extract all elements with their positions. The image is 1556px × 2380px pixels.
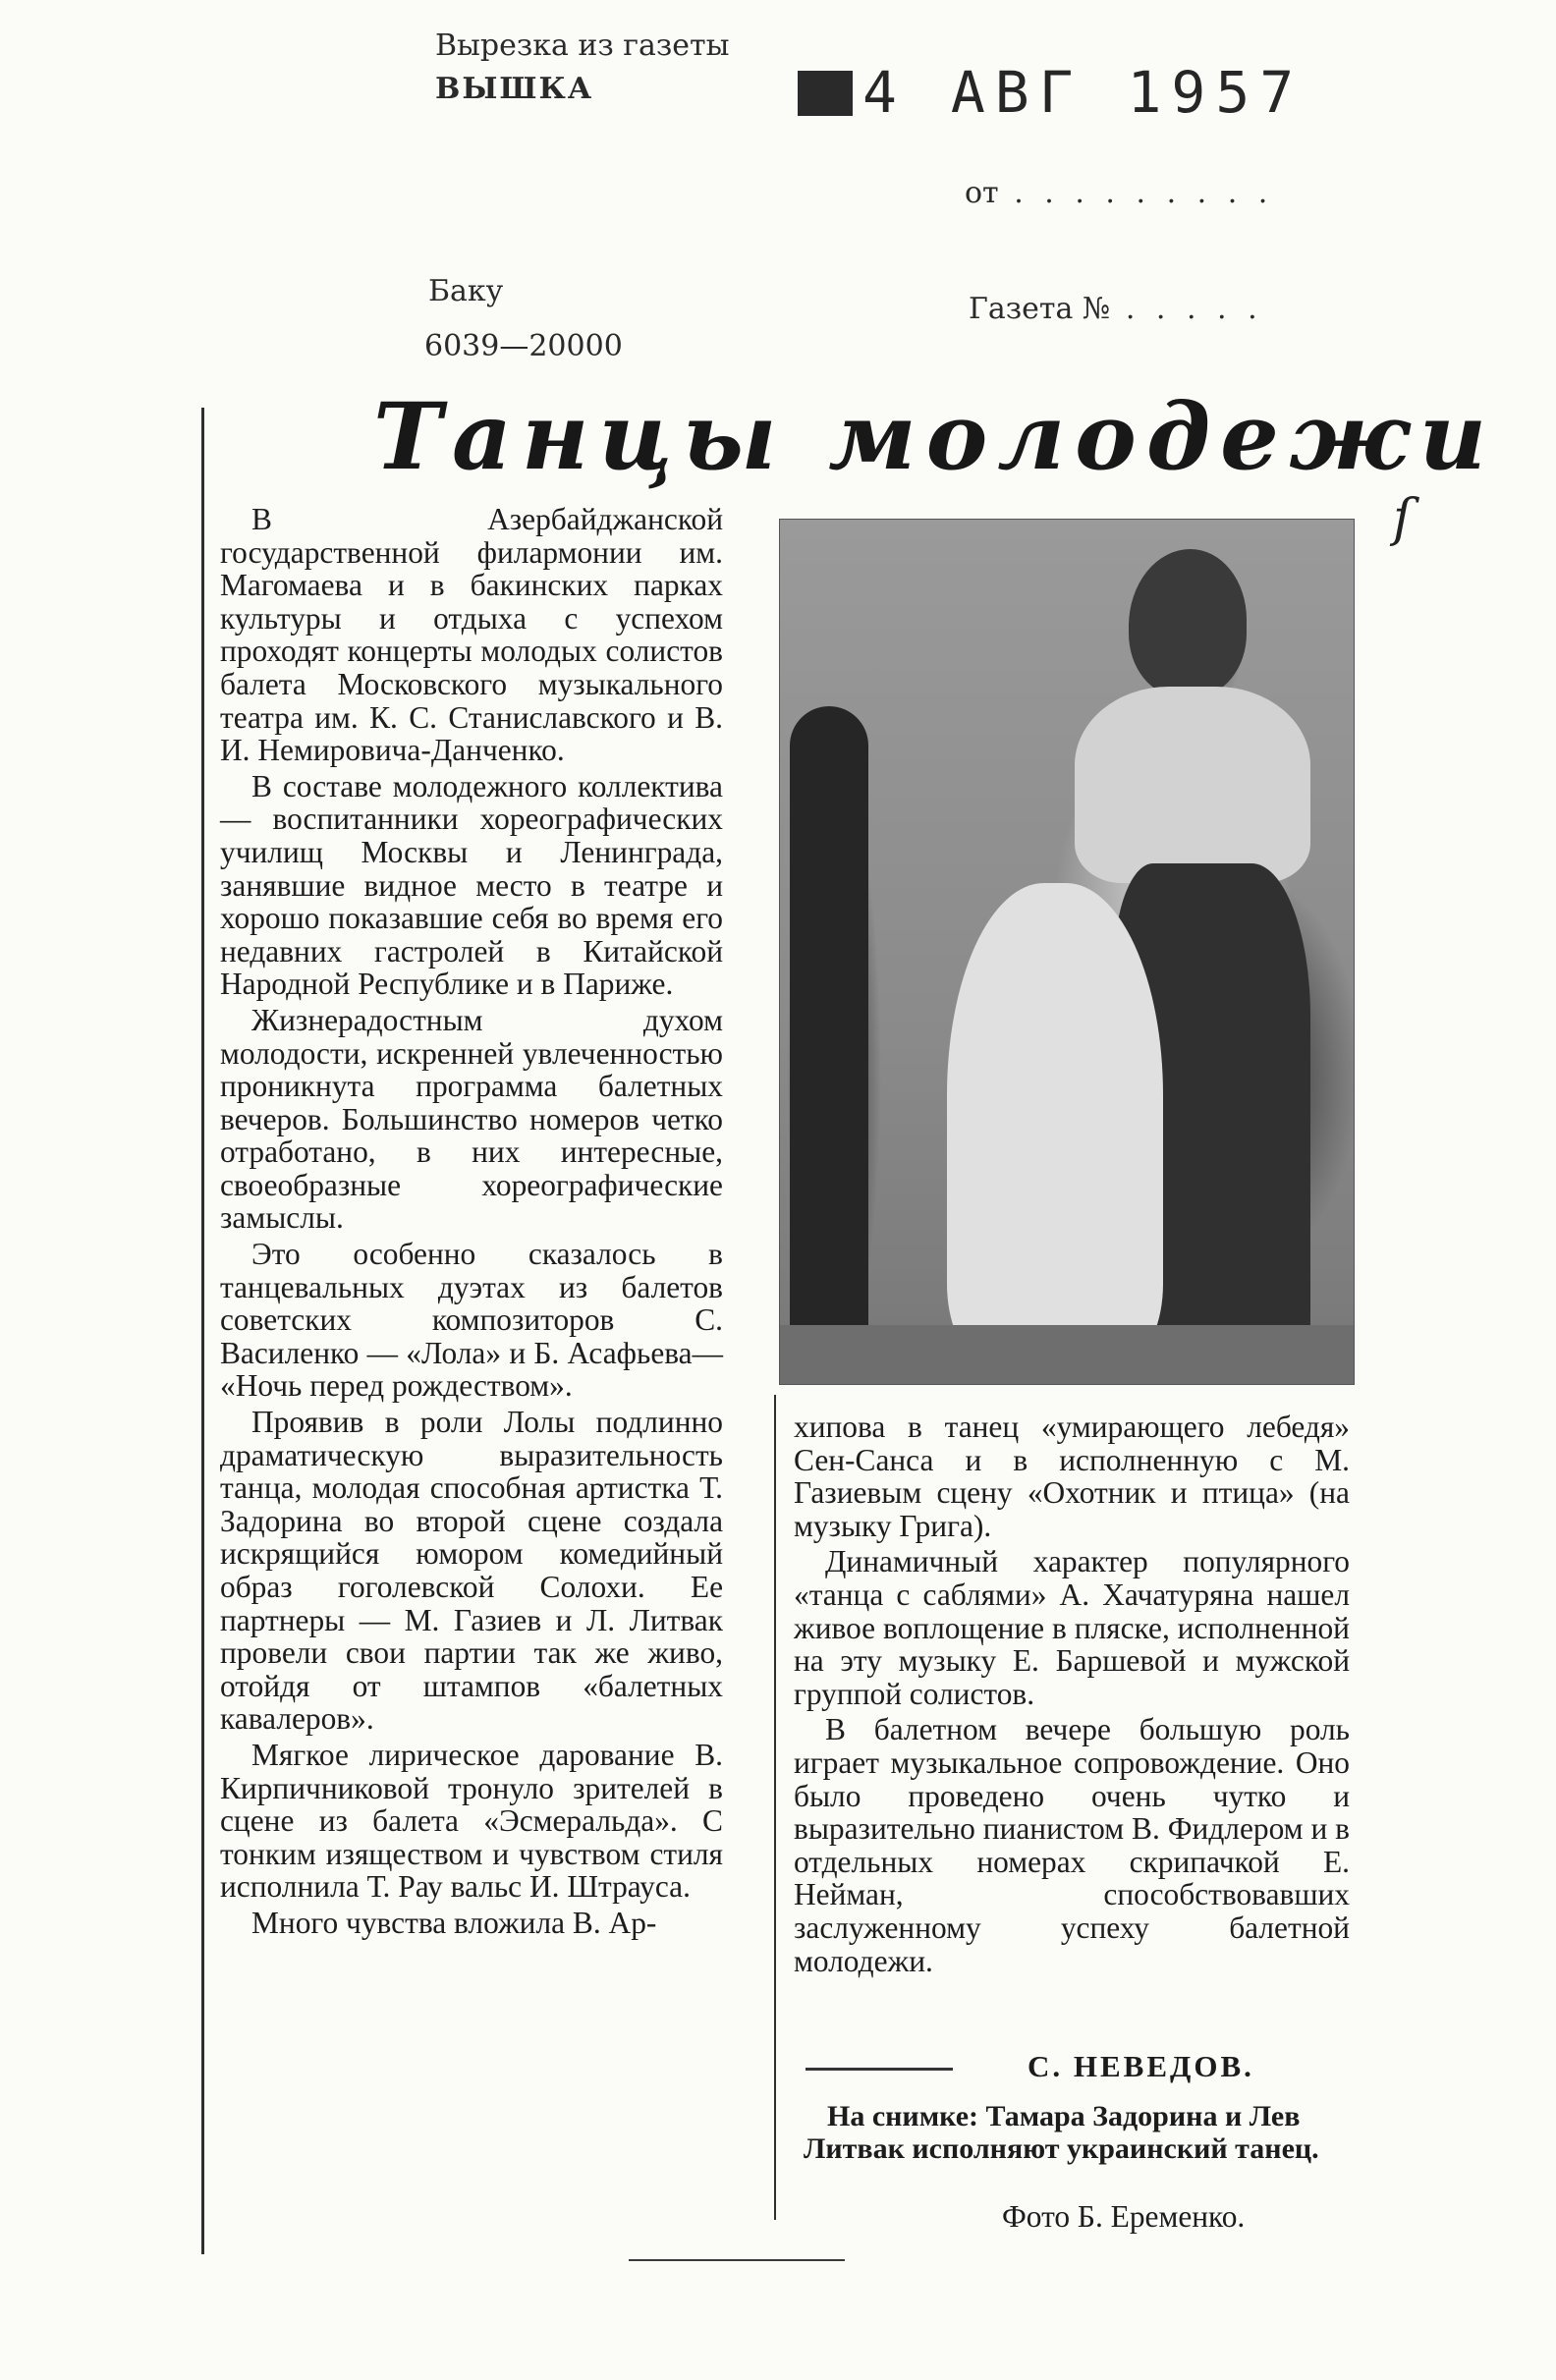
article-paragraph: хипова в танец «умирающего лебедя» Сен-Санса и в исполненную с М. Газиевым сцену «Охотник и птица» (на музыку Грига). (794, 1410, 1350, 1543)
photo-caption: На снимке: Тамара Задорина и Лев Литвак исполняют украинский танец. (804, 2100, 1319, 2165)
article-left-column (220, 503, 723, 1943)
stamp-from (965, 177, 1273, 210)
article-right-column (794, 1411, 1350, 1980)
photo-partner-figure-shape (947, 883, 1163, 1355)
article-paragraph: В Азербайджанской государственной филармонии им. Магомаева и в бакинских парках культуры и отдыха с успехом проходят концерты молодых солистов балета Московского музыкального театра им. К. С. Станиславского и В. И. Немировича-Данченко. (220, 502, 723, 768)
article-paragraph: В балетном вечере большую роль играет музыкальное сопровождение. Оно было проведено очень чутко и выразительно пианистом В. Фидлером и в отдельных номерах скрипачкой Е. Нейман, способствовавших заслуженному успеху балетной молодежи. (794, 1712, 1350, 1978)
stamp-newspaper-name: ВЫШКА (435, 72, 594, 106)
article-paragraph: Мягкое лирическое дарование В. Кирпичниковой тронуло зрителей в сцене из балета «Эсмеральда». С тонким изяществом и чувством стиля исполнила Т. Рау вальс И. Штрауса. (220, 1737, 723, 1905)
stamp-ink-mark-icon (798, 71, 853, 116)
article-paragraph: Жизнерадостным духом молодости, искренней увлеченностью проникнута программа балетных вечеров. Большинство номеров четко отработано, в них интересные, своеобразные хореографические замыслы. (220, 1002, 723, 1236)
article-author: С. НЕВЕДОВ. (1028, 2049, 1254, 2083)
article-paragraph: Проявив в роли Лолы подлинно драматическую выразительность танца, молодая способная артистка Т. Задорина во второй сцене создала искрящийся юмором комедийный образ гоголевской Солохи. Ее партнеры — М. Газиев и Л. Литвак провели свои партии так же живо, отойдя от штампов «балетных кавалеров». (220, 1405, 723, 1737)
article-paragraph: Динамичный характер популярного «танца с саблями» А. Хачатуряна нашел живое воплощение в пляске, исполненной на эту музыку Е. Баршевой и мужской группой солистов. (794, 1544, 1350, 1711)
photo-doorway-shape (790, 706, 868, 1335)
article-paragraph: Много чувства вложила В. Ар- (251, 1905, 657, 1940)
photo-dancer-blouse-shape (1075, 687, 1310, 883)
stamp-issue-blank: . . . . . (1110, 292, 1263, 326)
stamp-issue (969, 293, 1263, 326)
stamp-issue-label: Газета № (969, 292, 1111, 326)
photo-floor-shape (780, 1325, 1354, 1384)
article-paragraph: В составе молодежного коллектива — воспитанники хореографических училищ Москвы и Ленинграда, занявшие видное место в театре и хорошо показавшие себя во время его недавних гастролей в Китайской Народной Республике и в Париже. (220, 768, 723, 1002)
photo-dancer-head-shape (1129, 549, 1247, 696)
stamp-date (798, 59, 1304, 126)
column-divider (774, 1395, 776, 2220)
article-paragraph: Это особенно сказалось в танцевальных дуэтах из балетов советских композиторов С. Василенко — «Лола» и Б. Асафьева— «Ночь перед рождеством». (220, 1237, 723, 1404)
left-border-rule (201, 408, 204, 2254)
stamp-city: Баку (428, 274, 504, 308)
article-photo (779, 519, 1355, 1385)
stamp-clipping-label: Вырезка из газеты (435, 28, 730, 63)
article-headline: Танцы молодежи (373, 383, 1497, 491)
stamp-date-text: 4 АВГ 1957 (862, 59, 1305, 126)
photo-credit: Фото Б. Еременко. (1002, 2199, 1246, 2234)
signature-rule (806, 2068, 953, 2071)
stamp-from-blank: . . . . . . . . . (998, 176, 1274, 210)
stamp-from-label: от (965, 176, 999, 210)
bottom-rule (629, 2259, 845, 2261)
stamp-code: 6039—20000 (424, 329, 623, 363)
margin-mark: ſ (1393, 489, 1413, 548)
